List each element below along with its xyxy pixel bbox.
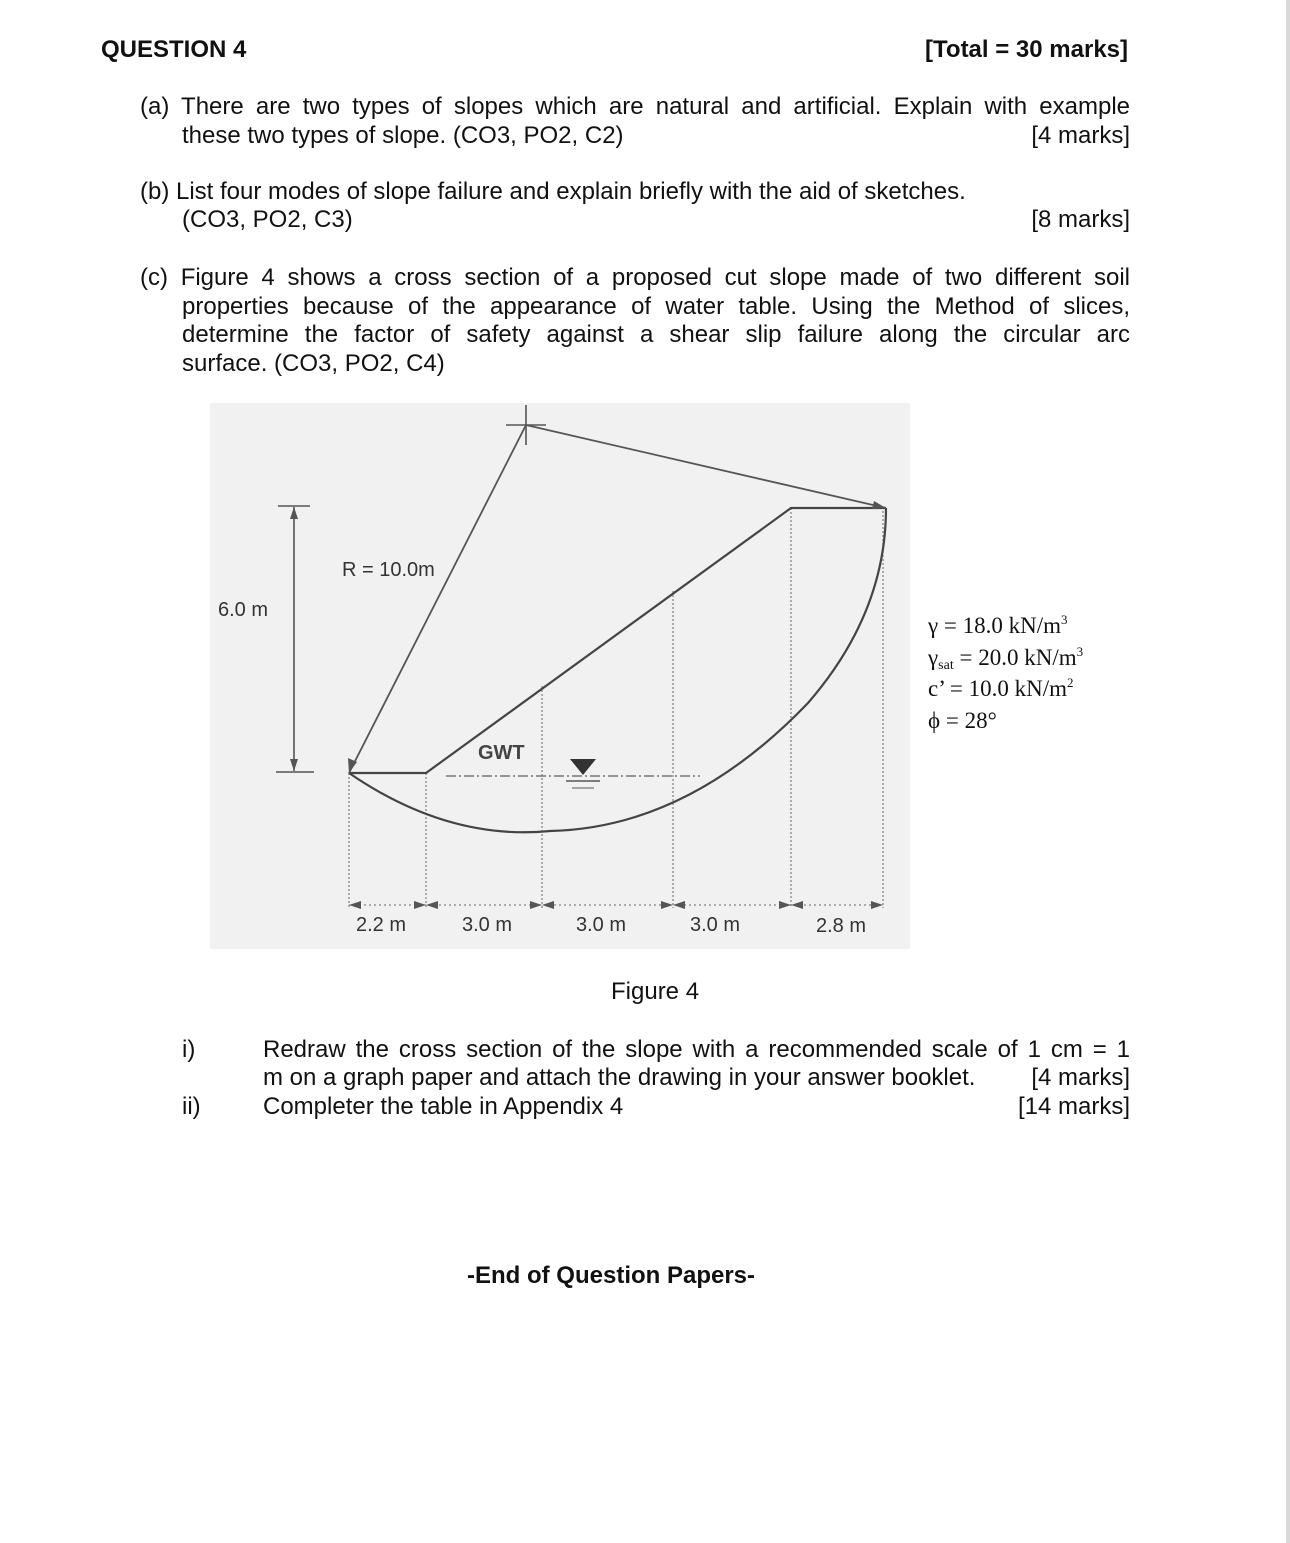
- slope-cross-section: [210, 403, 910, 949]
- saturated-unit-weight: $\gamma_{sat} = 20.0$ $kN/m^3$: [928, 643, 1084, 673]
- question-title: QUESTION 4: [101, 36, 247, 63]
- total-marks: [Total = 30 marks]: [925, 36, 1128, 63]
- task-2-line1: Completer the table in Appendix 4: [263, 1093, 624, 1120]
- friction-angle: ϕ = 28°: [928, 707, 997, 733]
- part-a-line2: these two types of slope. (CO3, PO2, C2): [182, 122, 624, 149]
- task-2-number: ii): [182, 1093, 201, 1120]
- width-label-5: 2.8 m: [816, 915, 867, 937]
- end-of-paper: -End of Question Papers-: [467, 1262, 756, 1289]
- part-c-line3: determine the factor of safety against a shear slip failure along the circular arc: [182, 321, 1130, 348]
- width-label-2: 3.0 m: [462, 914, 513, 936]
- gwt-label: GWT: [478, 742, 525, 764]
- task-1-line1: Redraw the cross section of the slope with a recommended scale of 1 cm = 1: [263, 1036, 1130, 1063]
- task-2-marks: [14 marks]: [1017, 1093, 1130, 1120]
- figure-caption: Figure 4: [611, 978, 700, 1005]
- height-label: 6.0 m: [218, 599, 269, 621]
- part-c-line1: (c) Figure 4 shows a cross section of a proposed cut slope made of two different soil: [140, 264, 1130, 291]
- page-edge: [1286, 0, 1290, 1543]
- width-label-4: 3.0 m: [690, 914, 741, 936]
- part-c-line2: properties because of the appearance of water table. Using the Method of slices,: [182, 293, 1130, 320]
- soil-properties: [928, 610, 1083, 736]
- part-a-line1: (a) There are two types of slopes which are natural and artificial. Explain with example: [140, 93, 1130, 120]
- task-1-marks: [4 marks]: [1031, 1064, 1130, 1091]
- task-1-number: i): [182, 1036, 196, 1063]
- figure-4-diagram: [210, 403, 910, 949]
- part-a-marks: [4 marks]: [1031, 122, 1130, 149]
- cohesion: c’ = 10.0 $kN/m^2$: [928, 675, 1074, 701]
- part-c-line4: surface. (CO3, PO2, C4): [182, 350, 445, 377]
- task-1-line2: m on a graph paper and attach the drawing in your answer booklet.: [263, 1064, 976, 1091]
- width-label-3: 3.0 m: [576, 914, 627, 936]
- radius-label: R = 10.0m: [342, 559, 435, 581]
- part-b-marks: [8 marks]: [1031, 206, 1130, 233]
- part-b-line1: (b) List four modes of slope failure and explain briefly with the aid of sketches.: [140, 178, 966, 205]
- width-label-1: 2.2 m: [356, 914, 407, 936]
- unit-weight: γ = 18.0 $kN/m^3$: [928, 612, 1068, 638]
- part-b-line2: (CO3, PO2, C3): [182, 206, 353, 233]
